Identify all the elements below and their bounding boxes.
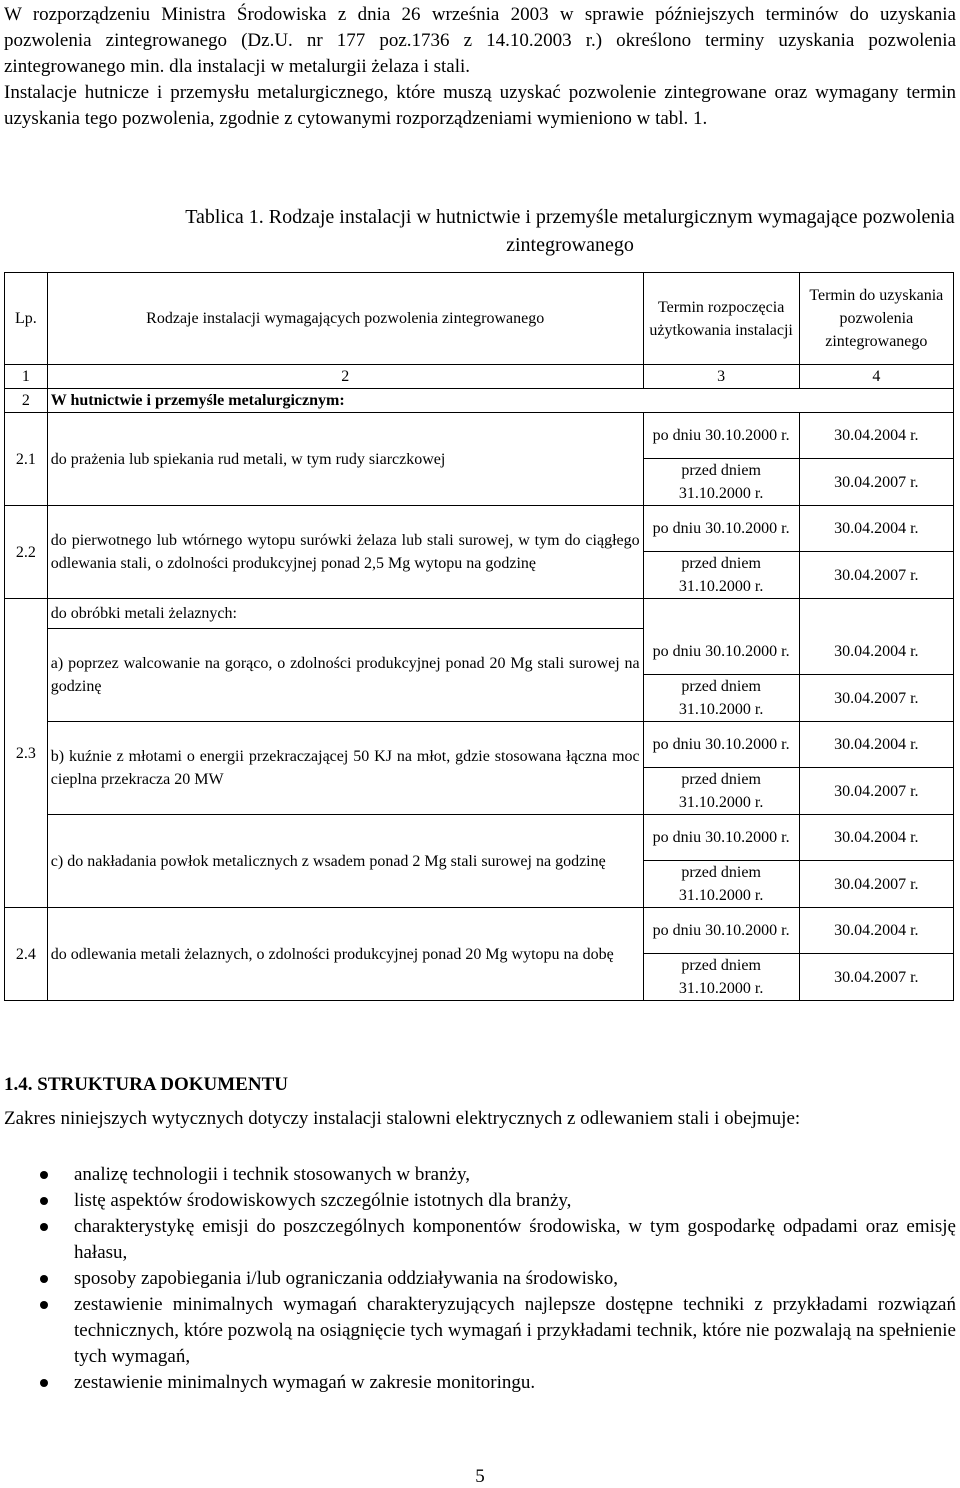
deadline-date: 30.04.2007 r.	[799, 861, 953, 908]
list-item: zestawienie minimalnych wymagań charakteryzujących najlepsze dostępne techniki z przykładami rozwiązań technicznych, które pozwolą na osiągnięcie tych wymagań i przykładami technik, które nie pozwalają na spełnienie tych wymagań,	[4, 1292, 956, 1370]
start-before: przed dniem 31.10.2000 r.	[643, 675, 799, 722]
table-row	[5, 722, 954, 768]
section-title: W hutnictwie i przemyśle metalurgicznym:	[47, 389, 953, 413]
scope-list	[4, 1162, 956, 1396]
row-description: do obróbki metali żelaznych:	[47, 599, 643, 629]
col-number-2: 2	[47, 365, 643, 389]
start-after: po dniu 30.10.2000 r.	[643, 413, 799, 459]
start-after: po dniu 30.10.2000 r.	[643, 722, 799, 768]
deadline-date: 30.04.2007 r.	[799, 954, 953, 1001]
start-after: po dniu 30.10.2000 r.	[643, 506, 799, 552]
header-lp: Lp.	[5, 273, 48, 365]
row-lp: 2.3	[5, 599, 48, 908]
deadline-date: 30.04.2004 r.	[799, 815, 953, 861]
col-number-3: 3	[643, 365, 799, 389]
header-permit-deadline: Termin do uzyskania pozwolenia zintegrowanego	[799, 273, 953, 365]
start-before: przed dniem 31.10.2000 r.	[643, 861, 799, 908]
section-number: 2	[5, 389, 48, 413]
list-item: analizę technologii i technik stosowanych w branży,	[4, 1162, 956, 1188]
row-lp: 2.2	[5, 506, 48, 599]
col-number-1: 1	[5, 365, 48, 389]
bullet-icon	[40, 1197, 48, 1205]
deadline-date: 30.04.2004 r.	[799, 629, 953, 675]
row-description: do prażenia lub spiekania rud metali, w tym rudy siarczkowej	[47, 413, 643, 506]
start-before: przed dniem 31.10.2000 r.	[643, 459, 799, 506]
row-lp: 2.4	[5, 908, 48, 1001]
section-intro-text: Zakres niniejszych wytycznych dotyczy instalacji stalowni elektrycznych z odlewaniem stali i obejmuje:	[4, 1108, 801, 1129]
header-start-date: Termin rozpoczęcia użytkowania instalacji	[643, 273, 799, 365]
start-before: przed dniem 31.10.2000 r.	[643, 768, 799, 815]
table-row	[5, 629, 954, 675]
table-row	[5, 599, 954, 629]
start-before: przed dniem 31.10.2000 r.	[643, 954, 799, 1001]
bullet-icon	[40, 1223, 48, 1231]
table-row	[5, 413, 954, 459]
page-number: 5	[475, 1466, 485, 1487]
intro-paragraph-1: W rozporządzeniu Ministra Środowiska z dnia 26 września 2003 w sprawie późniejszych terminów do uzyskania pozwolenia zintegrowanego (Dz.U. nr 177 poz.1736 z 14.10.2003 r.) określono terminy uzyskania pozwolenia zintegrowanego min. dla instalacji w metalurgii żelaza i stali.	[4, 4, 956, 77]
header-installation-type: Rodzaje instalacji wymagających pozwolenia zintegrowanego	[47, 273, 643, 365]
start-after: po dniu 30.10.2000 r.	[643, 815, 799, 861]
deadline-date: 30.04.2004 r.	[799, 908, 953, 954]
table-row	[5, 815, 954, 861]
list-item: sposoby zapobiegania i/lub ograniczania oddziaływania na środowisko,	[4, 1266, 956, 1292]
list-item: charakterystykę emisji do poszczególnych komponentów środowiska, w tym gospodarkę odpadami oraz emisję hałasu,	[4, 1214, 956, 1266]
deadline-date: 30.04.2007 r.	[799, 552, 953, 599]
installations-table	[4, 272, 954, 1001]
deadline-date: 30.04.2004 r.	[799, 413, 953, 459]
intro-paragraph-2: Instalacje hutnicze i przemysłu metalurgicznego, które muszą uzyskać pozwolenie zintegrowane oraz wymagany termin uzyskania tego pozwolenia, zgodnie z cytowanymi rozporządzeniami wymieniono w tabl. 1.	[4, 82, 956, 129]
section-intro	[4, 1106, 956, 1132]
table-row	[5, 908, 954, 954]
table-row	[5, 506, 954, 552]
list-item: zestawienie minimalnych wymagań w zakresie monitoringu.	[4, 1370, 956, 1396]
bullet-icon	[40, 1275, 48, 1283]
deadline-date: 30.04.2007 r.	[799, 675, 953, 722]
deadline-date: 30.04.2004 r.	[799, 506, 953, 552]
start-after: po dniu 30.10.2000 r.	[643, 908, 799, 954]
bullet-icon	[40, 1379, 48, 1387]
list-item: listę aspektów środowiskowych szczególnie istotnych dla branży,	[4, 1188, 956, 1214]
col-number-4: 4	[799, 365, 953, 389]
row-description: a) poprzez walcowanie na gorąco, o zdolności produkcyjnej ponad 20 Mg stali surowej na godzinę	[47, 629, 643, 722]
table-header-row	[5, 273, 954, 365]
section-heading: 1.4. STRUKTURA DOKUMENTU	[4, 1074, 288, 1095]
row-description: do odlewania metali żelaznych, o zdolności produkcyjnej ponad 20 Mg wytopu na dobę	[47, 908, 643, 1001]
row-description: c) do nakładania powłok metalicznych z wsadem ponad 2 Mg stali surowej na godzinę	[47, 815, 643, 908]
bullet-icon	[40, 1301, 48, 1309]
section-row	[5, 389, 954, 413]
deadline-date: 30.04.2007 r.	[799, 768, 953, 815]
deadline-date: 30.04.2007 r.	[799, 459, 953, 506]
row-description: do pierwotnego lub wtórnego wytopu surówki żelaza lub stali surowej, w tym do ciągłego odlewania stali, o zdolności produkcyjnej ponad 2,5 Mg wytopu na godzinę	[47, 506, 643, 599]
deadline-date: 30.04.2004 r.	[799, 722, 953, 768]
column-number-row	[5, 365, 954, 389]
start-after: po dniu 30.10.2000 r.	[643, 629, 799, 675]
table-caption: Tablica 1. Rodzaje instalacji w hutnictwie i przemyśle metalurgicznym wymagające pozwolenia zintegrowanego	[185, 206, 955, 256]
intro-text	[4, 2, 956, 132]
row-description: b) kuźnie z młotami o energii przekraczającej 50 KJ na młot, gdzie stosowana łączna moc cieplna przekracza 20 MW	[47, 722, 643, 815]
bullet-icon	[40, 1171, 48, 1179]
start-before: przed dniem 31.10.2000 r.	[643, 552, 799, 599]
row-lp: 2.1	[5, 413, 48, 506]
